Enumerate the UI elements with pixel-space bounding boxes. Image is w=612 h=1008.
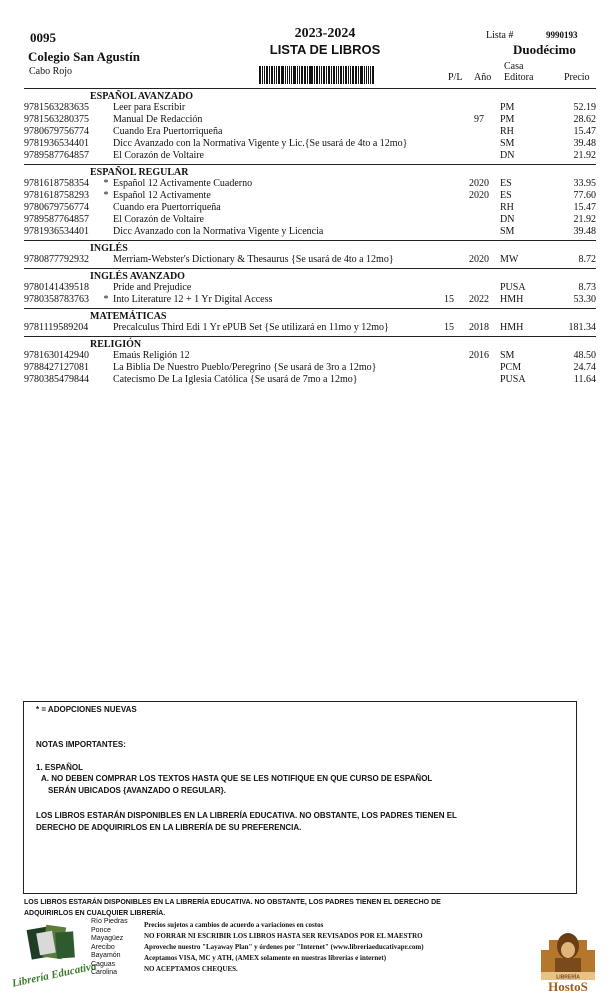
book-price: 15.47 <box>573 202 596 213</box>
footer-notice <box>24 897 584 919</box>
book-pl <box>434 138 464 150</box>
store-location: Ponce <box>91 926 111 934</box>
col-header-pl: P/L <box>448 72 463 83</box>
book-row <box>24 362 596 374</box>
book-title: Merriam-Webster's Dictionary & Thesaurus {Se usará de 4to a 12mo} <box>113 254 394 265</box>
book-publisher: DN <box>500 214 515 225</box>
book-price: 21.92 <box>573 214 596 225</box>
book-price: 21.92 <box>573 150 596 161</box>
book-title: Manual De Redacción <box>113 114 203 125</box>
book-publisher: SM <box>500 350 515 361</box>
book-row <box>24 214 596 226</box>
book-year <box>464 150 494 162</box>
book-publisher: RH <box>500 202 514 213</box>
book-row <box>24 226 596 238</box>
list-number: 9990193 <box>546 30 578 40</box>
store-location: Mayagüez <box>91 935 124 942</box>
footer-notice-line2: ADQUIRIRLOS EN CUALQUIER LIBRERÍA. <box>24 910 166 917</box>
book-year <box>464 138 494 150</box>
book-isbn: 9789587764857 <box>24 214 89 225</box>
book-price: 39.48 <box>573 226 596 237</box>
book-title: El Corazón de Voltaire <box>113 150 204 161</box>
footer-info-line: Aceptamos VISA, MC y ATH, (AMEX solamente en nuestras librerías e internet) <box>144 954 387 962</box>
new-adoption-marker <box>99 114 113 126</box>
footer-info-line: NO ACEPTAMOS CHEQUES. <box>144 965 238 973</box>
book-price: 39.48 <box>573 138 596 149</box>
book-publisher: ES <box>500 178 512 189</box>
footer-info-line: NO FORRAR NI ESCRIBIR LOS LIBROS HASTA SER REVISADOS POR EL MAESTRO <box>144 932 423 940</box>
store-location: Bayamón <box>91 952 121 959</box>
book-row <box>24 374 596 386</box>
section <box>24 92 596 164</box>
libreria-hostos-logo <box>537 922 599 992</box>
book-year <box>464 282 494 294</box>
book-pl <box>434 202 464 214</box>
notes-box <box>23 701 577 894</box>
book-year: 2016 <box>469 350 489 361</box>
section-divider <box>24 88 596 89</box>
book-isbn: 9781630142940 <box>24 350 89 361</box>
book-row <box>24 190 596 202</box>
book-isbn: 9781936534401 <box>24 226 89 237</box>
book-row <box>24 102 596 114</box>
book-price: 8.72 <box>578 254 596 265</box>
note-item-a-line2: SERÁN UBICADOS {AVANZADO O REGULAR}. <box>48 786 226 795</box>
book-pl <box>434 178 464 190</box>
note-item-title: 1. ESPAÑOL <box>36 763 83 772</box>
footer-info-line: Aproveche nuestro "Layaway Plan" y órdenes por "Internet" (www.libreriaeducativapr.com) <box>144 943 424 951</box>
book-pl <box>434 226 464 238</box>
book-publisher: PM <box>500 114 515 125</box>
book-title: Into Literature 12 + 1 Yr Digital Access <box>113 294 273 305</box>
book-publisher: HMH <box>500 322 524 333</box>
section-title: MATEMÁTICAS <box>90 311 167 322</box>
book-price: 24.74 <box>573 362 596 373</box>
book-pl <box>434 214 464 226</box>
book-pl <box>434 362 464 374</box>
book-price: 53.30 <box>573 294 596 305</box>
footer-notice-line1: LOS LIBROS ESTARÁN DISPONIBLES EN LA LIBRERÍA EDUCATIVA. NO OBSTANTE, LOS PADRES TIENEN EL DERECHO DE <box>24 899 441 906</box>
footer-info-line: Precios sujetos a cambios de acuerdo a variaciones en costos <box>144 921 324 929</box>
book-title: Español 12 Activamente <box>113 190 211 201</box>
book-year <box>464 202 494 214</box>
book-row <box>24 150 596 162</box>
book-pl <box>434 374 464 386</box>
book-isbn: 9781936534401 <box>24 138 89 149</box>
book-year: 2020 <box>469 190 489 201</box>
book-row <box>24 202 596 214</box>
col-header-publisher-top: Casa <box>504 61 524 72</box>
new-adoption-marker <box>99 362 113 374</box>
book-publisher: DN <box>500 150 515 161</box>
list-number-label: Lista # <box>486 30 514 41</box>
new-adoption-marker <box>99 150 113 162</box>
note-availability-line2: DERECHO DE ADQUIRIRLOS EN LA LIBRERÍA DE SU PREFERENCIA. <box>36 823 302 832</box>
book-publisher: PM <box>500 102 515 113</box>
book-isbn: 9781563283635 <box>24 102 89 113</box>
book-publisher: MW <box>500 254 519 265</box>
section-divider <box>24 164 596 165</box>
book-isbn: 9781618758354 <box>24 178 89 189</box>
book-year: 97 <box>474 114 484 125</box>
book-title: Español 12 Activamente Cuaderno <box>113 178 253 189</box>
book-title: Cuando Era Puertorriqueña <box>113 126 223 137</box>
book-publisher: ES <box>500 190 512 201</box>
book-isbn: 9789587764857 <box>24 150 89 161</box>
section <box>24 272 596 308</box>
book-title: Emaús Religión 12 <box>113 350 190 361</box>
barcode <box>259 66 375 84</box>
section-title: INGLÉS <box>90 243 128 254</box>
store-location: Caguas <box>91 960 116 968</box>
book-pl <box>434 114 464 126</box>
new-adoption-marker: * <box>103 294 109 305</box>
book-isbn: 9780385479844 <box>24 374 89 385</box>
grade-label: Duodécimo <box>513 42 576 57</box>
book-title: Dicc Avanzado con la Normativa Vigente y Licencia <box>113 226 324 237</box>
book-title: La Biblia De Nuestro Pueblo/Peregrino {Se usará de 3ro a 12mo} <box>113 362 377 373</box>
store-locations <box>91 918 128 978</box>
book-row <box>24 294 596 306</box>
section-divider <box>24 336 596 337</box>
section <box>24 168 596 240</box>
book-pl <box>434 282 464 294</box>
book-isbn: 9780679756774 <box>24 126 89 137</box>
book-price: 33.95 <box>573 178 596 189</box>
book-year: 2022 <box>469 294 489 305</box>
book-publisher: RH <box>500 126 514 137</box>
school-name: Colegio San Agustín <box>28 49 140 64</box>
new-adoption-marker <box>99 282 113 294</box>
book-title: Dicc Avanzado con la Normativa Vigente y Lic.{Se usará de 4to a 12mo} <box>113 138 408 149</box>
book-publisher: PUSA <box>500 374 526 385</box>
book-year: 2018 <box>469 322 489 333</box>
book-title: Pride and Prejudice <box>113 282 192 293</box>
book-title: Catecismo De La Iglesia Católica {Se usará de 7mo a 12mo} <box>113 374 358 385</box>
book-isbn: 9780877792932 <box>24 254 89 265</box>
school-code: 0095 <box>30 30 56 45</box>
new-adoption-marker <box>99 214 113 226</box>
book-year <box>464 102 494 114</box>
new-adoption-marker: * <box>103 190 109 201</box>
book-pl: 15 <box>444 322 454 333</box>
new-adoption-marker <box>99 126 113 138</box>
book-row <box>24 322 596 334</box>
footer-info <box>144 920 424 975</box>
book-pl <box>434 350 464 362</box>
libreria-hostos-logo-top: LIBRERÍA <box>556 974 580 981</box>
col-header-publisher-bottom: Editora <box>504 72 534 83</box>
libreria-hostos-logo-name: HostoS <box>548 979 588 994</box>
book-pl <box>434 190 464 202</box>
section-divider <box>24 240 596 241</box>
book-publisher: PCM <box>500 362 522 373</box>
book-year: 2020 <box>469 254 489 265</box>
book-year <box>464 362 494 374</box>
new-adoption-marker <box>99 254 113 266</box>
book-pl: 15 <box>444 294 454 305</box>
book-row <box>24 282 596 294</box>
new-adoption-marker <box>99 202 113 214</box>
book-isbn: 9780358783763 <box>24 294 89 305</box>
book-price: 77.60 <box>573 190 596 201</box>
new-adoption-marker <box>99 350 113 362</box>
book-price: 15.47 <box>573 126 596 137</box>
section-title: ESPAÑOL AVANZADO <box>90 91 194 102</box>
book-price: 181.34 <box>568 322 596 333</box>
book-row <box>24 254 596 266</box>
new-adoption-marker: * <box>103 178 109 189</box>
book-title: Precalculus Third Edi 1 Yr ePUB Set {Se utilizará en 11mo y 12mo} <box>113 322 389 333</box>
section <box>24 244 596 268</box>
section-divider <box>24 308 596 309</box>
book-pl <box>434 150 464 162</box>
new-adoption-marker <box>99 138 113 150</box>
col-header-price: Precio <box>564 72 590 83</box>
book-year <box>464 374 494 386</box>
book-isbn: 9781119589204 <box>24 322 89 333</box>
new-adoption-marker <box>99 322 113 334</box>
store-location: Río Piedras <box>91 918 128 925</box>
book-price: 11.64 <box>573 374 596 385</box>
section <box>24 312 596 336</box>
book-publisher: SM <box>500 226 515 237</box>
book-publisher: SM <box>500 138 515 149</box>
book-row <box>24 350 596 362</box>
section-title: RELIGIÓN <box>90 339 142 350</box>
book-year <box>464 226 494 238</box>
libreria-educativa-logo-text: Librería Educativa <box>10 960 98 990</box>
book-price: 52.19 <box>573 102 596 113</box>
book-year <box>464 214 494 226</box>
note-item-a-line1: A. NO DEBEN COMPRAR LOS TEXTOS HASTA QUE SE LES NOTIFIQUE EN QUE CURSO DE ESPAÑOL <box>41 774 433 783</box>
book-row <box>24 126 596 138</box>
book-publisher: PUSA <box>500 282 526 293</box>
book-row <box>24 178 596 190</box>
book-isbn: 9781563280375 <box>24 114 89 125</box>
book-isbn: 9788427127081 <box>24 362 89 373</box>
col-header-year: Año <box>474 72 492 83</box>
book-publisher: HMH <box>500 294 524 305</box>
section-title: ESPAÑOL REGULAR <box>90 167 189 178</box>
new-adoption-marker <box>99 102 113 114</box>
page-title: LISTA DE LIBROS <box>269 42 381 57</box>
book-pl <box>434 126 464 138</box>
book-price: 48.50 <box>573 350 596 361</box>
book-year <box>464 126 494 138</box>
book-title: El Corazón de Voltaire <box>113 214 204 225</box>
book-price: 28.62 <box>573 114 596 125</box>
book-isbn: 9780141439518 <box>24 282 89 293</box>
notes-heading: NOTAS IMPORTANTES: <box>36 740 126 749</box>
book-isbn: 9781618758293 <box>24 190 89 201</box>
book-title: Cuando era Puertorriqueña <box>113 202 221 213</box>
store-location: Arecibo <box>91 943 115 951</box>
note-availability-line1: LOS LIBROS ESTARÁN DISPONIBLES EN LA LIBRERÍA EDUCATIVA. NO OBSTANTE, LOS PADRES TIENEN EL <box>36 811 457 820</box>
school-year: 2023-2024 <box>294 26 356 41</box>
book-row <box>24 138 596 150</box>
book-list <box>24 88 596 388</box>
section-title: INGLÉS AVANZADO <box>90 271 185 282</box>
book-year: 2020 <box>469 178 489 189</box>
book-row <box>24 114 596 126</box>
store-location: Carolina <box>91 969 118 976</box>
libreria-educativa-logo <box>10 920 98 990</box>
book-pl <box>434 102 464 114</box>
section-divider <box>24 268 596 269</box>
new-adoption-marker <box>99 226 113 238</box>
book-title: Leer para Escribir <box>113 102 186 113</box>
book-price: 8.73 <box>578 282 596 293</box>
book-pl <box>434 254 464 266</box>
section <box>24 340 596 388</box>
adoption-legend: * = ADOPCIONES NUEVAS <box>36 705 137 714</box>
school-city: Cabo Rojo <box>29 66 73 77</box>
new-adoption-marker <box>99 374 113 386</box>
book-isbn: 9780679756774 <box>24 202 89 213</box>
